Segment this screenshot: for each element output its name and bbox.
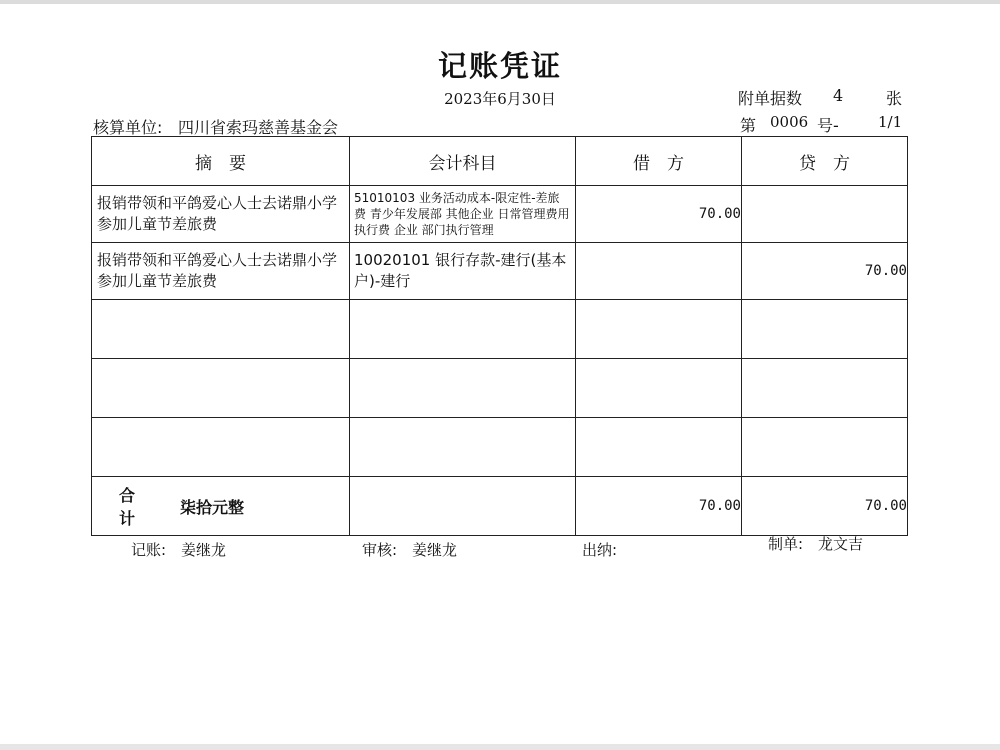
header-summary: 摘 要 [92, 137, 350, 186]
row-account-cell [350, 243, 576, 300]
cashier-signature: 出纳: [582, 541, 618, 559]
voucher-title: 记账凭证 [437, 49, 562, 83]
scan-edge-bottom [0, 744, 1000, 750]
row-debit [576, 243, 742, 300]
attachments-unit: 张 [886, 89, 903, 108]
header-debit: 借 方 [576, 137, 742, 186]
unit-label: 核算单位: [93, 118, 163, 137]
total-debit: 70.00 [576, 477, 742, 536]
voucher-no-suffix: 号- [817, 116, 839, 135]
attachments-count: 4 [833, 86, 844, 105]
reviewer-signature: 审核: 姜继龙 [362, 541, 458, 559]
row-credit: 70.00 [742, 243, 908, 300]
total-credit: 70.00 [742, 477, 908, 536]
row-account: 51010103 业务活动成本-限定性-差旅费 青少年发展部 其他企业 日常管理费用 执行费 企业 部门执行管理 [354, 191, 570, 237]
scan-edge-top [0, 0, 1000, 4]
row-summary: 报销带领和平鸽爱心人士去诺鼎小学参加儿童节差旅费 [97, 194, 338, 233]
bookkeeper-signature: 记账: 姜继龙 [131, 541, 227, 559]
total-label: 合 计 [118, 486, 180, 528]
row-summary-cell [92, 186, 350, 243]
table-row-empty [92, 300, 908, 359]
table-row-empty [92, 418, 908, 477]
table-row [92, 186, 908, 243]
total-cell [92, 477, 350, 536]
header-credit: 贷 方 [742, 137, 908, 186]
voucher-no-label: 第 [740, 116, 757, 135]
voucher-date: 2023年6月30日 [444, 90, 556, 108]
header-account: 会计科目 [350, 137, 576, 186]
total-row [92, 477, 908, 536]
table-row [92, 243, 908, 300]
row-credit [742, 186, 908, 243]
attachments-label: 附单据数 [738, 89, 803, 108]
table-row-empty [92, 359, 908, 418]
voucher-page: 1/1 [878, 113, 903, 131]
preparer-signature: 制单: 龙文吉 [768, 535, 864, 553]
row-summary-cell [92, 243, 350, 300]
row-account: 10020101 银行存款-建行(基本户)-建行 [354, 251, 567, 290]
total-amount-words: 柒拾元整 [180, 497, 245, 517]
row-summary: 报销带领和平鸽爱心人士去诺鼎小学参加儿童节差旅费 [97, 251, 338, 290]
voucher-no-value: 0006 [770, 113, 809, 131]
row-account-cell [350, 186, 576, 243]
unit-value: 四川省索玛慈善基金会 [178, 118, 339, 137]
table-header-row [92, 137, 908, 186]
voucher-table [91, 136, 908, 536]
row-debit: 70.00 [576, 186, 742, 243]
